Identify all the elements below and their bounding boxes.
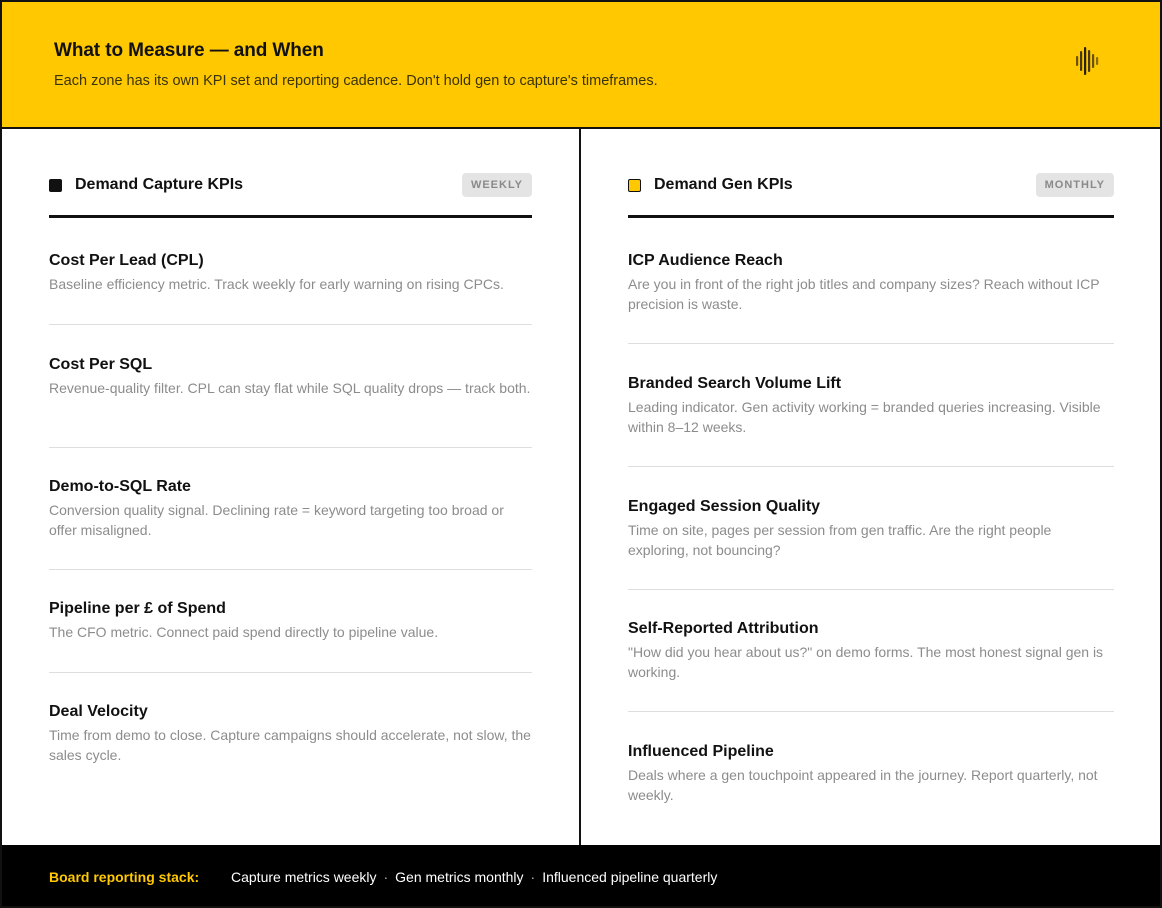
kpi-divider [628,711,1114,712]
kpi-divider [49,569,532,570]
kpi-name: Influenced Pipeline [628,743,774,760]
column-rule [49,215,532,218]
bar-signal-icon [1072,46,1102,76]
kpi-name: Pipeline per £ of Spend [49,600,226,617]
kpi-name: ICP Audience Reach [628,252,783,269]
cadence-badge: WEEKLY [462,173,532,197]
kpi-description: Time from demo to close. Capture campaigns should accelerate, not slow, the sales cycle. [49,727,531,763]
page-subtitle: Each zone has its own KPI set and reporting cadence. Don't hold gen to capture's timeframes. [54,73,658,89]
kpi-item [628,742,1114,805]
column-title: Demand Capture KPIs [75,176,244,193]
kpi-divider [49,447,532,448]
demand-gen-column [581,131,1160,844]
kpi-name: Cost Per Lead (CPL) [49,252,204,269]
kpi-description: Time on site, pages per session from gen traffic. Are the right people exploring, not bouncing? [628,522,1052,558]
kpi-description: Leading indicator. Gen activity working = branded queries increasing. Visible within 8–12 weeks. [628,399,1101,435]
kpi-name: Demo-to-SQL Rate [49,478,191,495]
column-title: Demand Gen KPIs [654,176,793,193]
capture-marker-icon [49,179,62,192]
kpi-name: Cost Per SQL [49,356,153,373]
kpi-description: Revenue-quality filter. CPL can stay flat while SQL quality drops — track both. [49,380,531,396]
kpi-item [49,477,532,540]
kpi-divider [49,324,532,325]
page-title: What to Measure — and When [54,40,324,61]
kpi-name: Engaged Session Quality [628,498,821,515]
header-banner [2,2,1160,129]
column-header [628,173,1114,199]
kpi-item [49,251,532,294]
kpi-item [628,374,1114,437]
kpi-item [628,497,1114,560]
column-header [49,173,532,199]
kpi-name: Branded Search Volume Lift [628,375,842,392]
kpi-divider [628,343,1114,344]
kpi-item [49,599,532,642]
kpi-name: Deal Velocity [49,703,148,720]
kpi-item [628,619,1114,682]
kpi-name: Self-Reported Attribution [628,620,819,637]
cadence-badge: MONTHLY [1036,173,1114,197]
kpi-item [49,702,532,765]
column-rule [628,215,1114,218]
gen-marker-icon [628,179,641,192]
footer-item: Capture metrics weekly [231,869,377,885]
kpi-divider [628,466,1114,467]
kpi-divider [49,672,532,673]
kpi-item [628,251,1114,314]
footer-bar [2,845,1160,906]
footer-label: Board reporting stack: [49,869,200,885]
kpi-divider [628,589,1114,590]
kpi-description: Deals where a gen touchpoint appeared in the journey. Report quarterly, not weekly. [628,767,1098,803]
footer-item: Influenced pipeline quarterly [542,869,718,885]
kpi-description: Baseline efficiency metric. Track weekly for early warning on rising CPCs. [49,276,504,292]
kpi-description: "How did you hear about us?" on demo forms. The most honest signal gen is working. [628,644,1104,680]
kpi-description: The CFO metric. Connect paid spend directly to pipeline value. [49,624,439,640]
footer-separator: · [383,869,389,885]
kpi-description: Are you in front of the right job titles and company sizes? Reach without ICP precision is waste. [628,276,1100,312]
footer-item: Gen metrics monthly [395,869,524,885]
demand-capture-column [2,131,579,844]
footer-separator: · [530,869,536,885]
footer-items [231,869,717,885]
kpi-description: Conversion quality signal. Declining rate = keyword targeting too broad or offer misaligned. [49,502,504,538]
kpi-item [49,355,532,398]
